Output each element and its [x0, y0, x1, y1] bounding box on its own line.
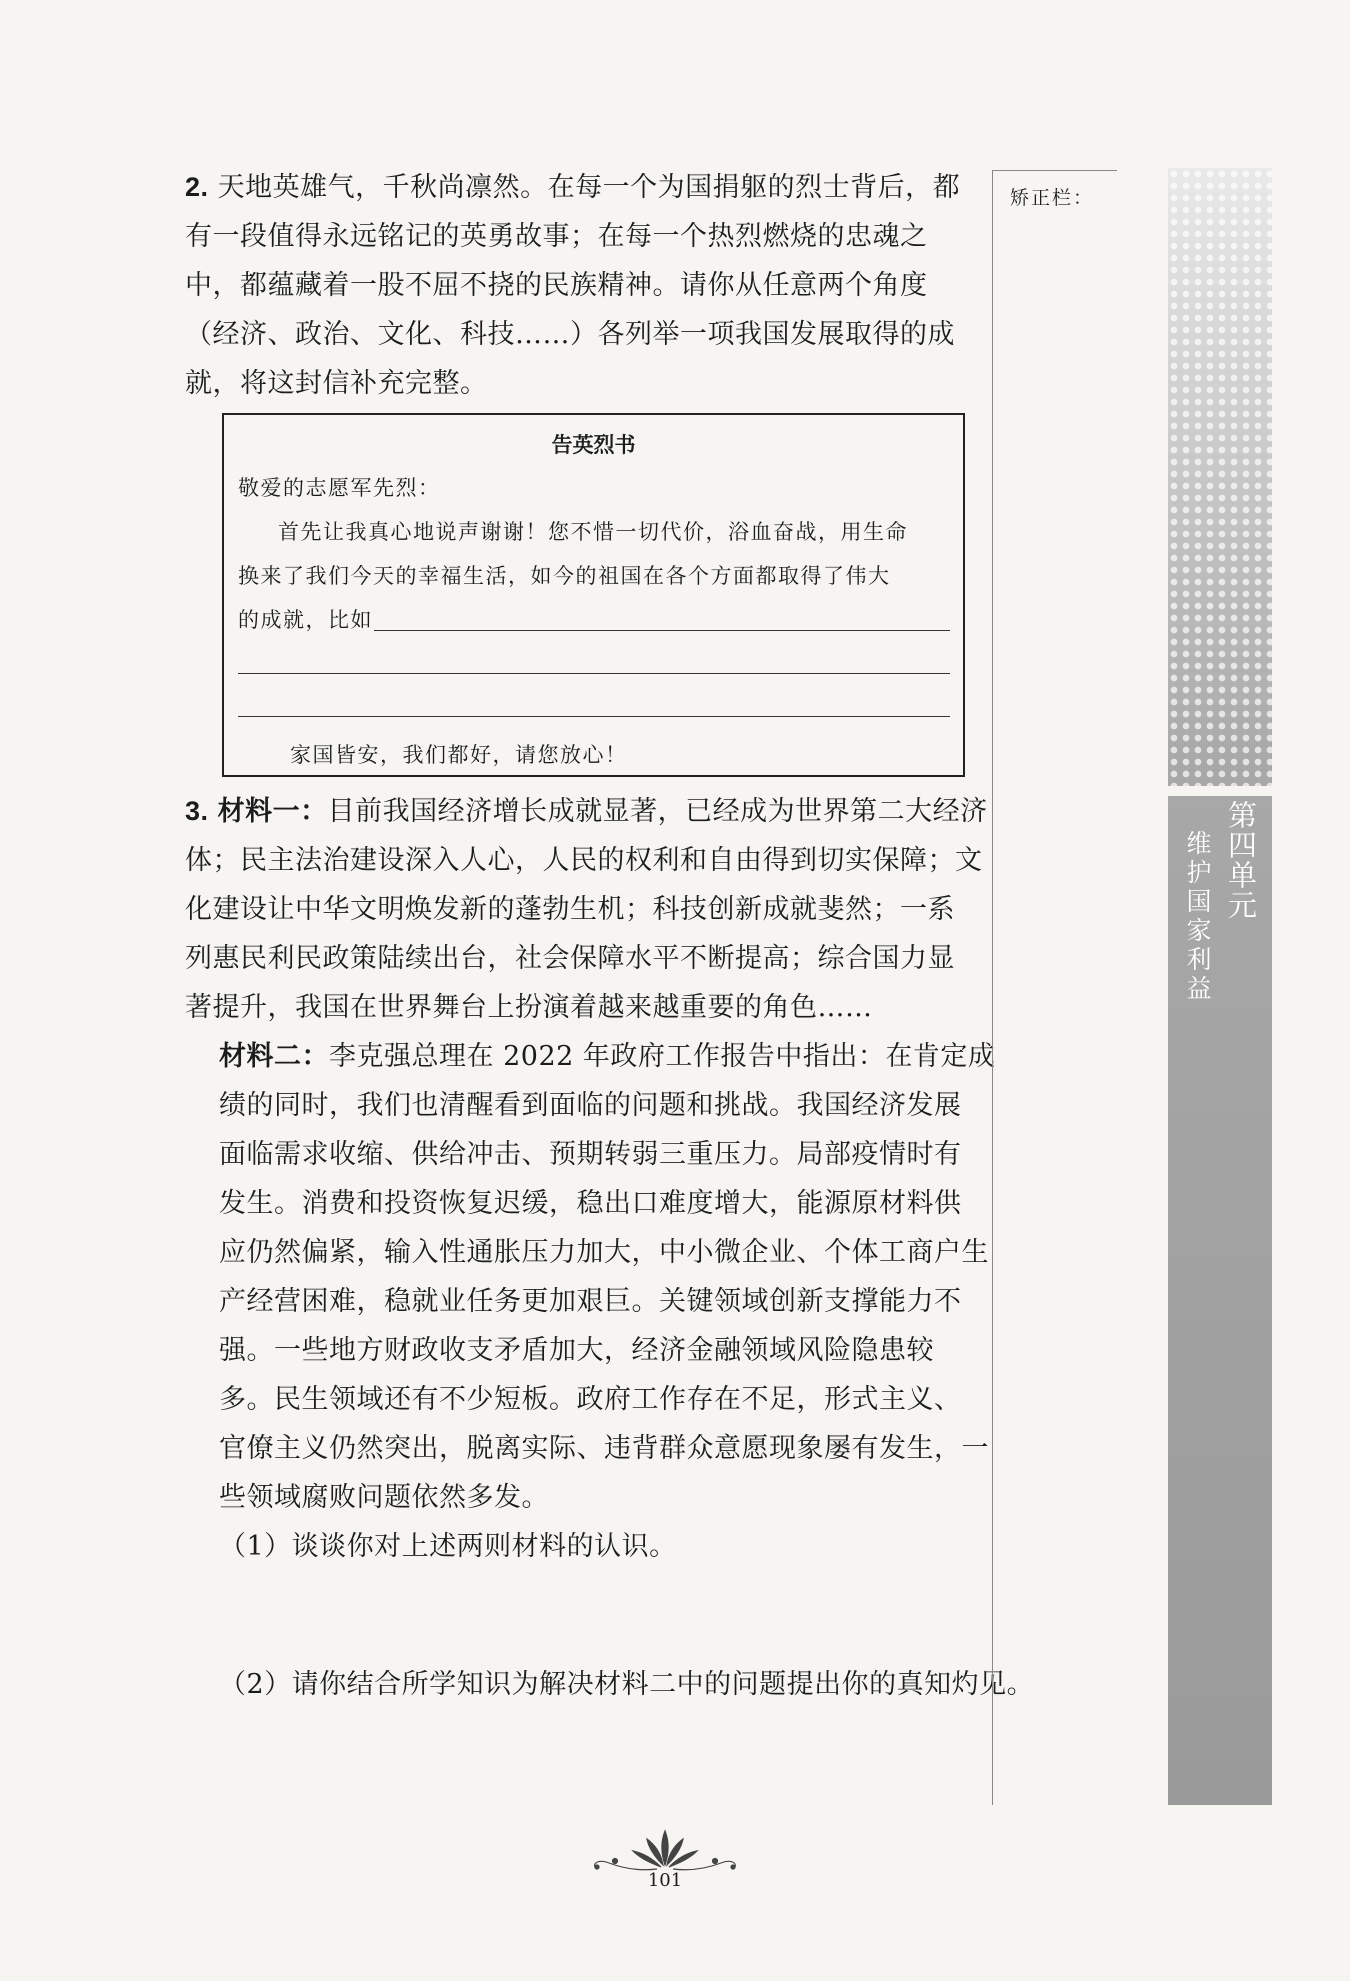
m2-line-8: 多。民生领域还有不少短板。政府工作存在不足，形式主义、 [219, 1384, 962, 1415]
letter-closing: 家国皆安，我们都好，请您放心！ [290, 743, 628, 767]
sidebar-top-rule [992, 170, 1117, 171]
tab-separator [1168, 786, 1272, 796]
page-number: 101 [647, 1870, 683, 1891]
m2-line-6: 产经营困难，稳就业任务更加艰巨。关键领域创新支撑能力不 [219, 1286, 962, 1317]
m2-line-1: 材料二：李克强总理在 2022 年政府工作报告中指出：在肯定成 [219, 1041, 996, 1072]
m2-line-10: 些领域腐败问题依然多发。 [219, 1482, 549, 1513]
sub-question-1: （1）谈谈你对上述两则材料的认识。 [219, 1531, 677, 1562]
m2-line-9: 官僚主义仍然突出，脱离实际、违背群众意愿现象屡有发生，一 [219, 1433, 989, 1464]
q2-line-4: （经济、政治、文化、科技……）各列举一项我国发展取得的成 [185, 319, 955, 350]
question-2-number: 2. [185, 172, 209, 202]
m2-line-2: 绩的同时，我们也清醒看到面临的问题和挑战。我国经济发展 [219, 1090, 962, 1121]
m2-line-7: 强。一些地方财政收支矛盾加大，经济金融领域风险隐患较 [219, 1335, 934, 1366]
q3-line-1: 3. 材料一：目前我国经济增长成就显著，已经成为世界第二大经济 [185, 796, 988, 827]
floral-ornament-icon [585, 1827, 745, 1873]
sidebar-divider [992, 170, 993, 1805]
sub-question-2: （2）请你结合所学知识为解决材料二中的问题提出你的真知灼见。 [219, 1669, 1035, 1700]
answer-blank-3[interactable] [238, 716, 950, 717]
unit-subtitle: 维护国家利益 [1183, 830, 1212, 1004]
letter-body-line-3: 的成就，比如 [238, 608, 373, 632]
letter-box [222, 413, 965, 777]
answer-blank-1[interactable] [374, 630, 950, 631]
letter-title: 告英烈书 [551, 433, 636, 457]
q2-line-1: 2. 天地英雄气，千秋尚凛然。在每一个为国捐躯的烈士背后，都 [185, 172, 961, 203]
unit-title: 第四单元 [1224, 800, 1258, 920]
material-2-label: 材料二： [219, 1041, 329, 1072]
m2-line-3: 面临需求收缩、供给冲击、预期转弱三重压力。局部疫情时有 [219, 1139, 962, 1170]
q2-line-5: 就，将这封信补充完整。 [185, 368, 488, 399]
material-1-label: 材料一： [217, 796, 328, 827]
m2-line-4: 发生。消费和投资恢复迟缓，稳出口难度增大，能源原材料供 [219, 1188, 962, 1219]
letter-salutation: 敬爱的志愿军先烈： [238, 476, 441, 500]
m2-line-5: 应仍然偏紧，输入性通胀压力加大，中小微企业、个体工商户生 [219, 1237, 989, 1268]
q2-line-2: 有一段值得永远铭记的英勇故事；在每一个热烈燃烧的忠魂之 [185, 221, 928, 252]
q2-line-3: 中，都蕴藏着一股不屈不挠的民族精神。请你从任意两个角度 [185, 270, 928, 301]
m1-line-5: 著提升，我国在世界舞台上扮演着越来越重要的角色…… [185, 992, 873, 1023]
correction-column-label: 矫正栏： [1010, 187, 1095, 209]
letter-body-line-2: 换来了我们今天的幸福生活，如今的祖国在各个方面都取得了伟大 [238, 564, 891, 588]
letter-body-line-1: 首先让我真心地说声谢谢！您不惜一切代价，浴血奋战，用生命 [278, 520, 908, 544]
m1-line-3: 化建设让中华文明焕发新的蓬勃生机；科技创新成就斐然；一系 [185, 894, 955, 925]
question-3-number: 3. [185, 796, 209, 826]
m1-line-2: 体；民主法治建设深入人心，人民的权利和自由得到切实保障；文 [185, 845, 983, 876]
answer-blank-2[interactable] [238, 673, 950, 674]
halftone-pattern [1168, 168, 1272, 788]
m1-line-4: 列惠民利民政策陆续出台，社会保障水平不断提高；综合国力显 [185, 943, 955, 974]
